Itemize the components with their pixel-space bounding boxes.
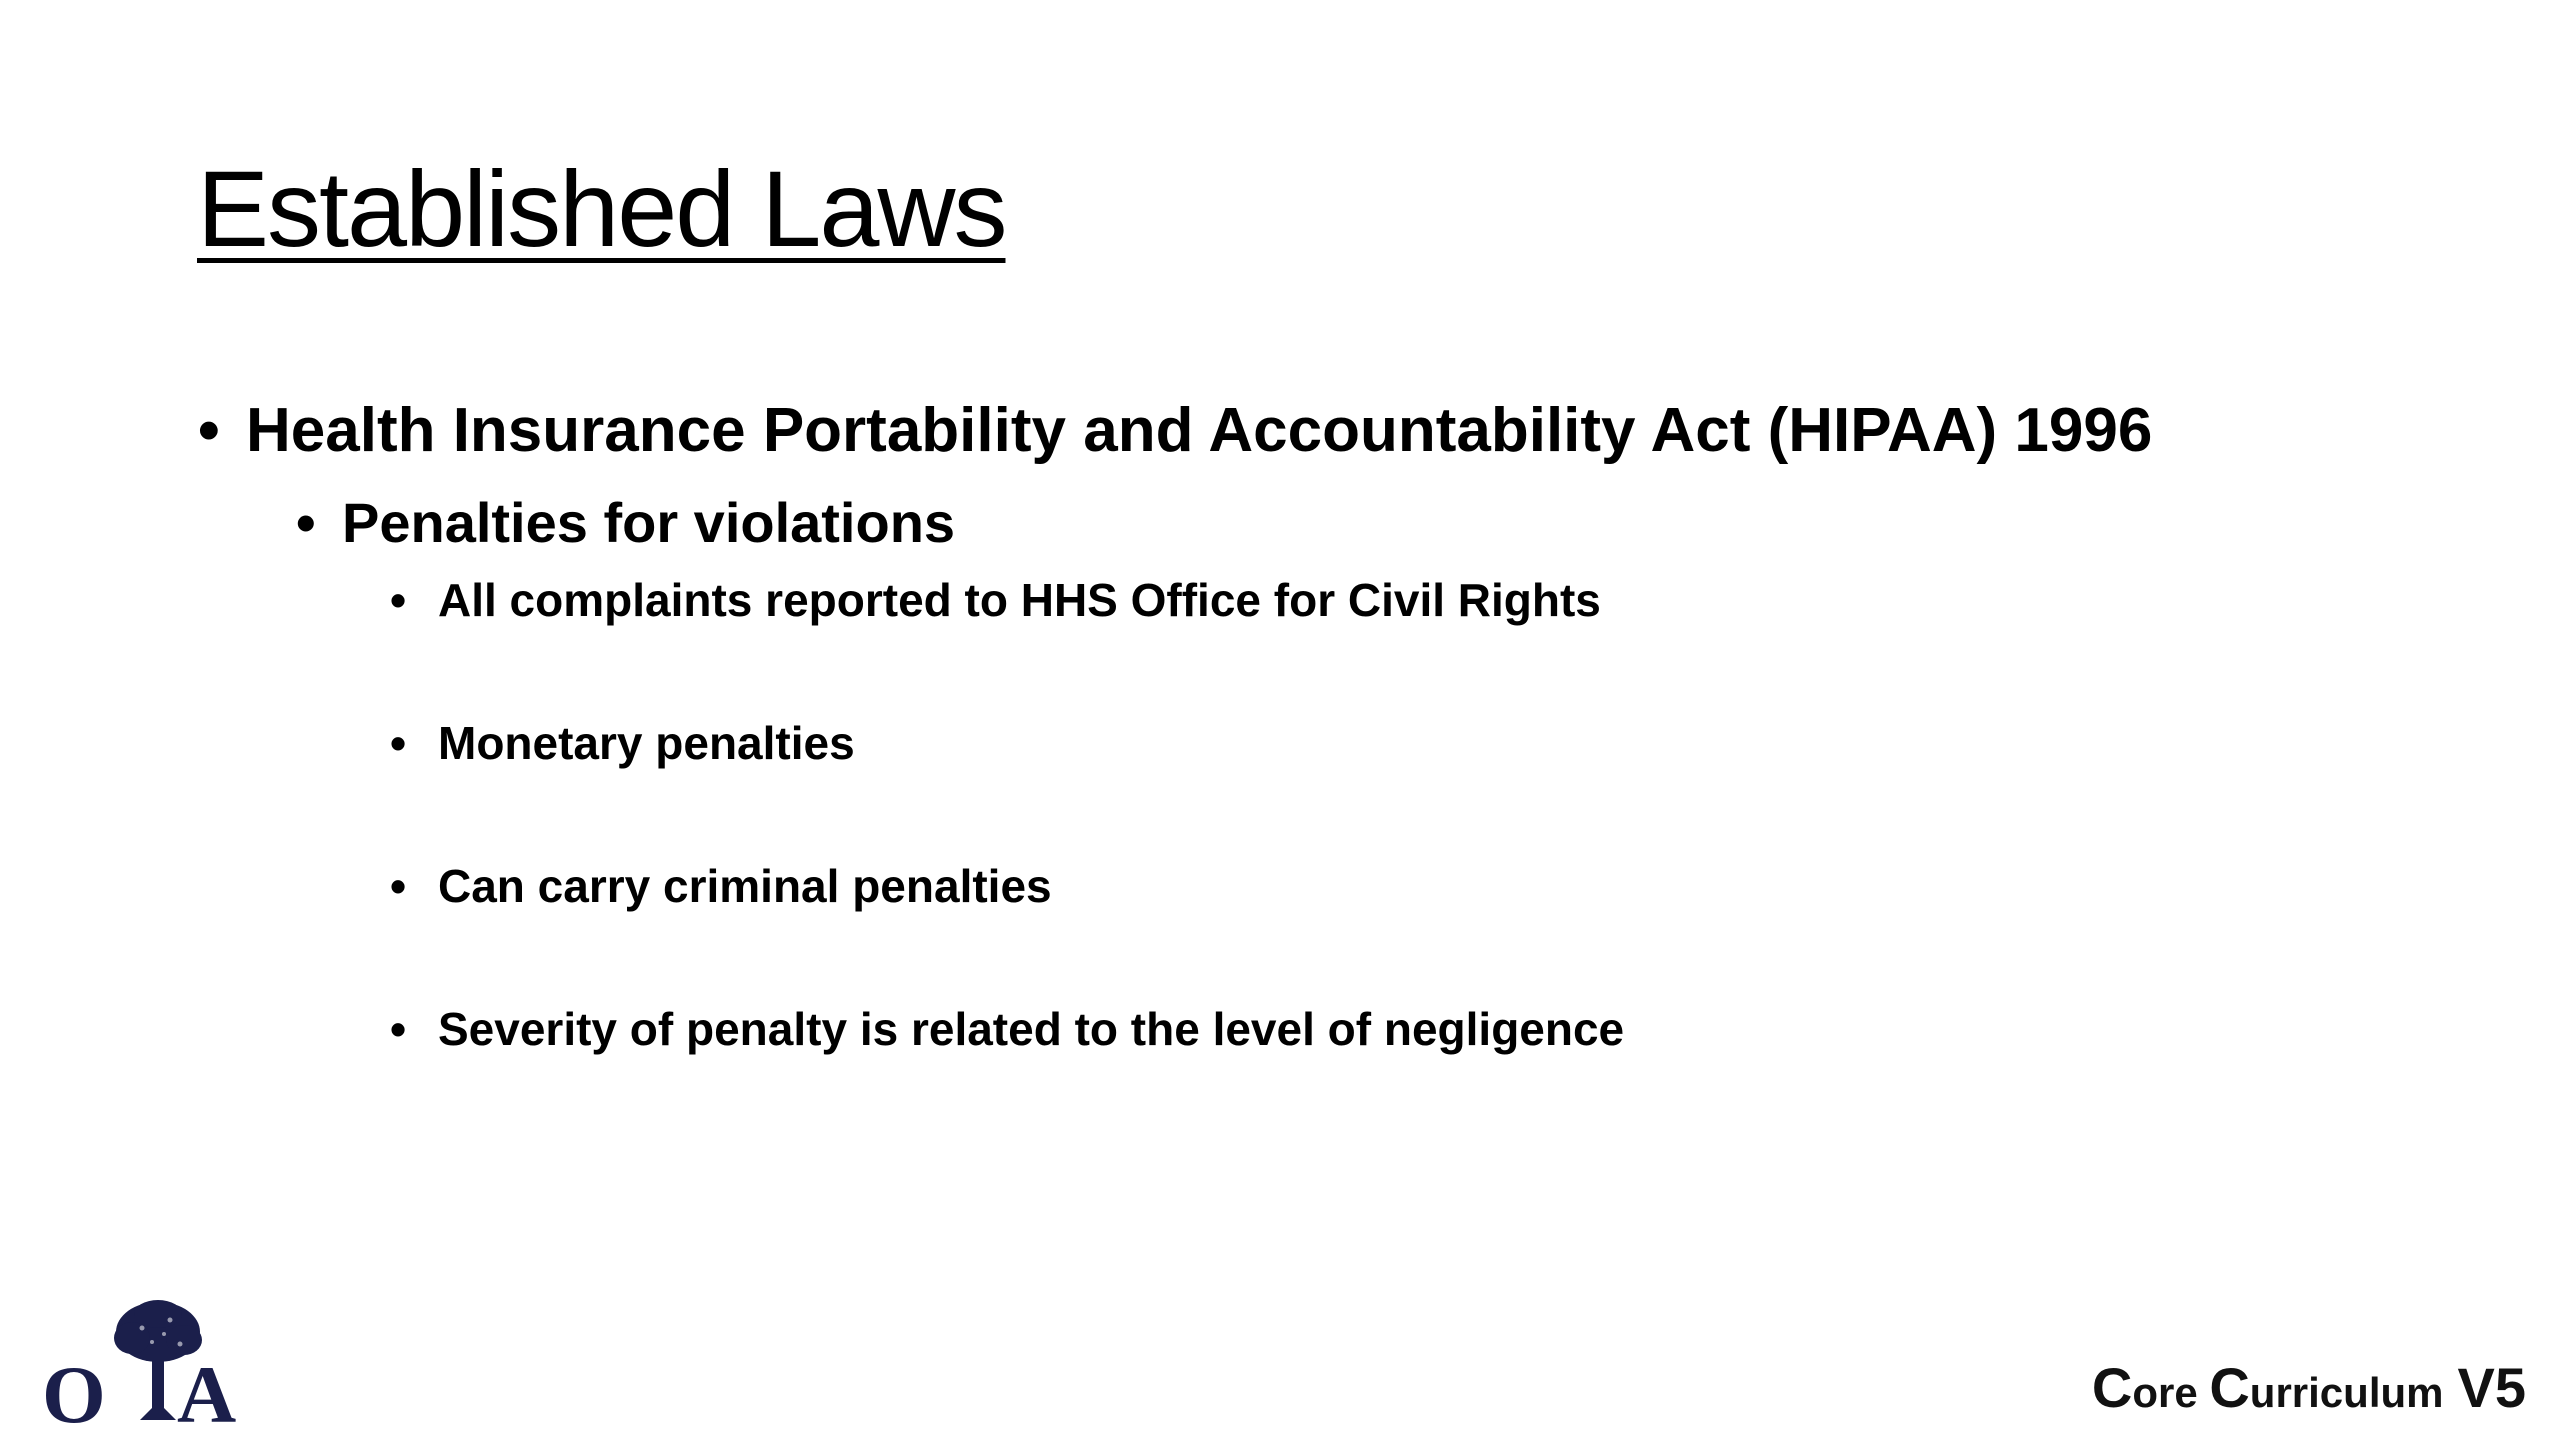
ota-logo [40,1300,255,1428]
bullet-text: Monetary penalties [438,717,855,769]
bullet-dot: • [390,1003,407,1055]
bullet-text: Severity of penalty is related to the level of negligence [438,1003,1625,1055]
bullet-level3-item [390,716,855,770]
core-curriculum-footer: Core Curriculum V5 [2091,1356,2526,1419]
bullet-level3-item [390,1002,1624,1056]
bullet-dot: • [390,860,407,912]
svg-text:A: A [177,1349,237,1428]
bullet-level3-item [390,859,1052,913]
bullet-level3-item [390,573,1601,627]
bullet-dot: • [390,717,407,769]
version-label: V5 [2457,1356,2526,1419]
bullet-text: Penalties for violations [342,491,956,554]
bullet-text: Can carry criminal penalties [438,860,1052,912]
bullet-text: Health Insurance Portability and Accountability Act (HIPAA) 1996 [246,396,2153,465]
bullet-level2 [296,490,955,555]
bullet-dot: • [390,574,407,626]
logo-text: O [42,1349,104,1428]
bullet-level1 [198,395,2152,466]
bullet-dot: • [296,491,316,554]
slide-title: Established Laws [197,148,1006,269]
bullet-dot: • [198,396,220,465]
bullet-text: All complaints reported to HHS Office for Civil Rights [438,574,1601,626]
